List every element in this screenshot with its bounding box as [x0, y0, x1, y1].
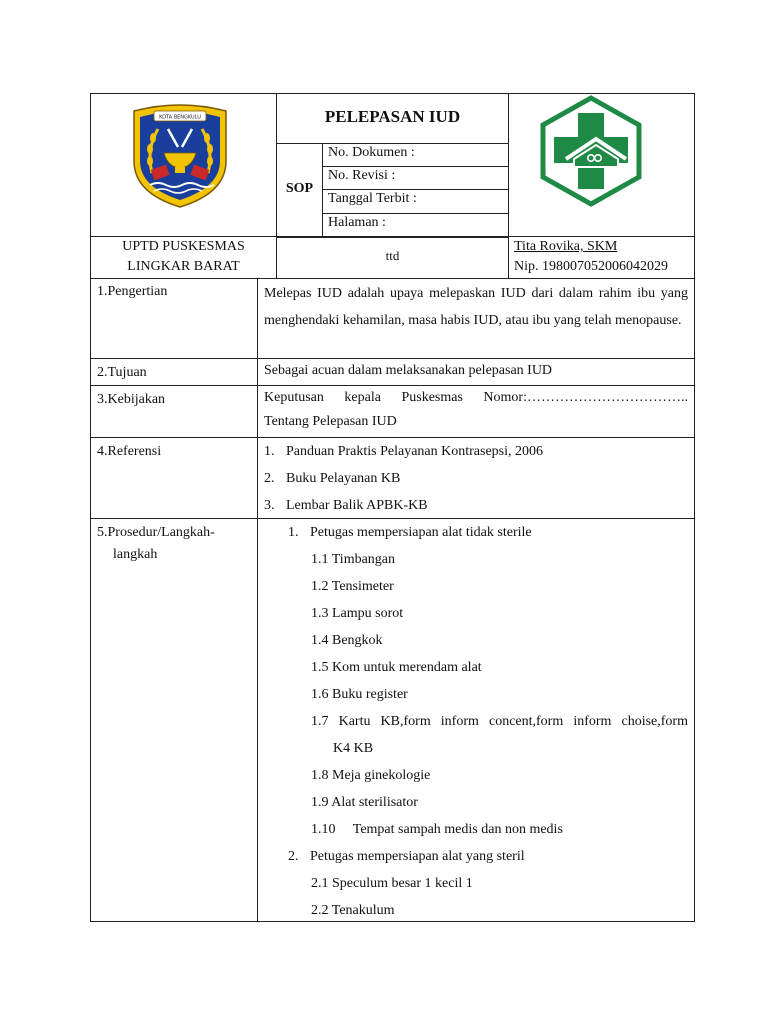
sub-item: 1.1 Timbangan — [311, 552, 396, 567]
sub-item: 1.2 Tensimeter — [311, 579, 394, 594]
label-pengertian: 1.Pengertian — [91, 278, 258, 358]
signer-name: Tita Rovika, SKM — [514, 239, 618, 254]
step-number: 2. — [288, 849, 299, 864]
list-text: Panduan Praktis Pelayanan Kontrasepsi, 2006 — [286, 444, 544, 459]
kebijakan-content — [258, 386, 694, 437]
label-tujuan: 2.Tujuan — [91, 359, 258, 385]
kebijakan-line-2: Tentang Pelepasan IUD — [264, 414, 397, 429]
step-1 — [288, 519, 688, 546]
field-no-revisi: No. Revisi : — [328, 168, 396, 183]
sub-item: 1.4 Bengkok — [311, 633, 383, 648]
kebijakan-line-1: Keputusan kepala Puskesmas Nomor:…………………………….. — [264, 390, 688, 405]
text-tujuan: Sebagai acuan dalam melaksanakan pelepasan IUD — [264, 363, 553, 378]
list-item — [264, 438, 688, 465]
sub-item: 1.7 Kartu KB,form inform concent,form inform choise,form — [311, 714, 688, 729]
row-tujuan — [90, 359, 695, 386]
step-text: Petugas mempersiapan alat yang steril — [310, 849, 525, 864]
list-number: 3. — [264, 498, 275, 513]
sub-item: 1.9 Alat sterilisator — [311, 795, 418, 810]
sop-label: SOP — [285, 181, 314, 196]
referensi-list — [258, 438, 694, 518]
row-prosedur — [90, 519, 695, 922]
sub-item: 2.2 Tenakulum — [311, 903, 395, 918]
prosedur-content — [258, 519, 694, 921]
row-referensi — [90, 438, 695, 519]
sub-item: 1.6 Buku register — [311, 687, 408, 702]
sub-item: 1.5 Kom untuk merendam alat — [311, 660, 482, 675]
field-tanggal-terbit: Tanggal Terbit : — [328, 191, 417, 206]
emblem-banner-text: KOTA BENGKULU — [159, 114, 201, 121]
document-title: PELEPASAN IUD — [324, 107, 461, 126]
label-prosedur-line-2: langkah — [113, 547, 158, 562]
list-text: Buku Pelayanan KB — [286, 471, 401, 486]
institution-line-2: LINGKAR BARAT — [127, 259, 240, 274]
step-text: Petugas mempersiapan alat tidak sterile — [310, 525, 532, 540]
row-kebijakan — [90, 386, 695, 438]
list-item — [264, 492, 688, 519]
list-number: 2. — [264, 471, 275, 486]
sub-item: 2.1 Speculum besar 1 kecil 1 — [311, 876, 473, 891]
text-pengertian: Melepas IUD adalah upaya melepaskan IUD dari dalam rahim ibu yang menghendaki kehamilan, masa habis IUD, atau ibu yang telah menopause. — [264, 286, 688, 328]
kota-bengkulu-emblem-icon — [128, 101, 232, 211]
label-referensi: 4.Referensi — [91, 438, 258, 518]
institution-line-1: UPTD PUSKESMAS — [122, 239, 245, 254]
institution-name — [90, 236, 277, 277]
field-no-dokumen: No. Dokumen : — [328, 145, 415, 160]
sub-item: 1.3 Lampu sorot — [311, 606, 404, 621]
sub-item: 1.10 Tempat sampah medis dan non medis — [311, 822, 563, 837]
field-halaman: Halaman : — [328, 215, 386, 230]
label-prosedur — [91, 519, 258, 921]
step-number: 1. — [288, 525, 299, 540]
row-pengertian — [90, 278, 695, 359]
sub-item-continuation: K4 KB — [333, 741, 374, 756]
ttd-text: ttd — [385, 248, 400, 263]
sub-list-1 — [264, 546, 688, 843]
label-kebijakan: 3.Kebijakan — [91, 386, 258, 437]
sub-item: 1.8 Meja ginekologie — [311, 768, 431, 783]
signer-nip: Nip. 198007052006042029 — [514, 259, 668, 274]
document-header — [90, 93, 695, 278]
signer-block — [514, 236, 668, 277]
sub-list-2 — [264, 870, 688, 924]
list-text: Lembar Balik APBK-KB — [286, 498, 428, 513]
list-number: 1. — [264, 444, 275, 459]
label-prosedur-line-1: 5.Prosedur/Langkah- — [97, 525, 215, 540]
puskesmas-logo-icon — [536, 95, 646, 207]
list-item — [264, 465, 688, 492]
step-2 — [288, 843, 688, 870]
